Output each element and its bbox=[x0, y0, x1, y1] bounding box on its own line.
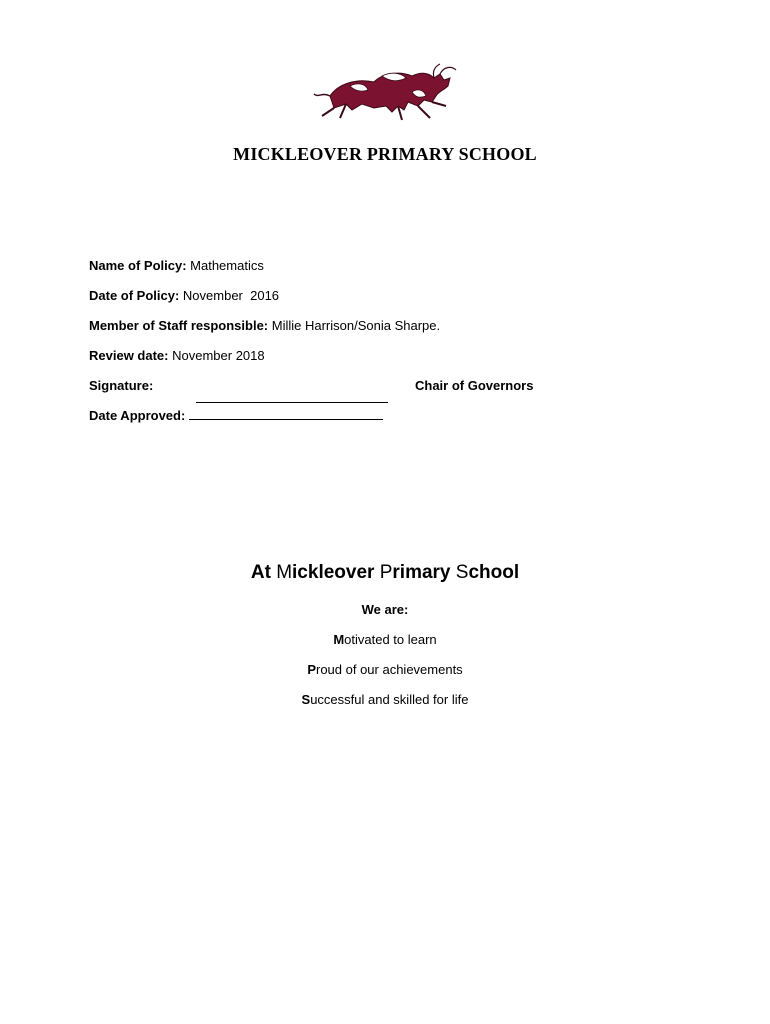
motto-initial: S bbox=[301, 692, 311, 707]
motto-text: uccessful and skilled for life bbox=[310, 692, 469, 707]
signature-label: Signature: bbox=[89, 378, 154, 393]
review-date-value: November 2018 bbox=[172, 348, 265, 363]
motto-title-part: P bbox=[379, 562, 393, 583]
date-approved-label: Date Approved: bbox=[89, 408, 186, 423]
we-are-label: We are: bbox=[361, 602, 409, 617]
motto-line bbox=[0, 662, 770, 677]
date-approved-row bbox=[89, 408, 383, 423]
school-name: MICKLEOVER PRIMARY SCHOOL bbox=[233, 144, 537, 164]
motto-title-part: S bbox=[455, 562, 469, 583]
signature-line bbox=[196, 392, 388, 403]
chair-of-governors-label: Chair of Governors bbox=[415, 378, 534, 393]
motto-title-part: At bbox=[250, 562, 277, 583]
signature-row bbox=[89, 378, 153, 393]
policy-name-row bbox=[89, 258, 264, 273]
policy-name-label: Name of Policy: bbox=[89, 258, 187, 273]
motto-line bbox=[0, 692, 770, 707]
policy-name-value: Mathematics bbox=[190, 258, 264, 273]
bull-logo-icon bbox=[312, 62, 458, 124]
policy-date-label: Date of Policy: bbox=[89, 288, 180, 303]
motto-title bbox=[0, 562, 770, 584]
motto-title-part: rimary bbox=[392, 562, 456, 583]
staff-label: Member of Staff responsible: bbox=[89, 318, 269, 333]
motto-line bbox=[0, 632, 770, 647]
review-date-row bbox=[89, 348, 265, 363]
motto-title-part: ickleover bbox=[292, 562, 380, 583]
motto-initial: P bbox=[307, 662, 316, 677]
date-approved-line bbox=[189, 409, 383, 420]
motto-initial: M bbox=[333, 632, 345, 647]
review-date-label: Review date: bbox=[89, 348, 169, 363]
motto-text: roud of our achievements bbox=[315, 662, 463, 677]
motto-text: otivated to learn bbox=[344, 632, 437, 647]
staff-value: Millie Harrison/Sonia Sharpe. bbox=[271, 318, 441, 333]
staff-row bbox=[89, 318, 440, 333]
policy-date-row bbox=[89, 288, 279, 303]
policy-date-value: November 2016 bbox=[182, 288, 280, 303]
motto-title-part: chool bbox=[468, 562, 520, 583]
motto-title-part: M bbox=[276, 562, 293, 583]
